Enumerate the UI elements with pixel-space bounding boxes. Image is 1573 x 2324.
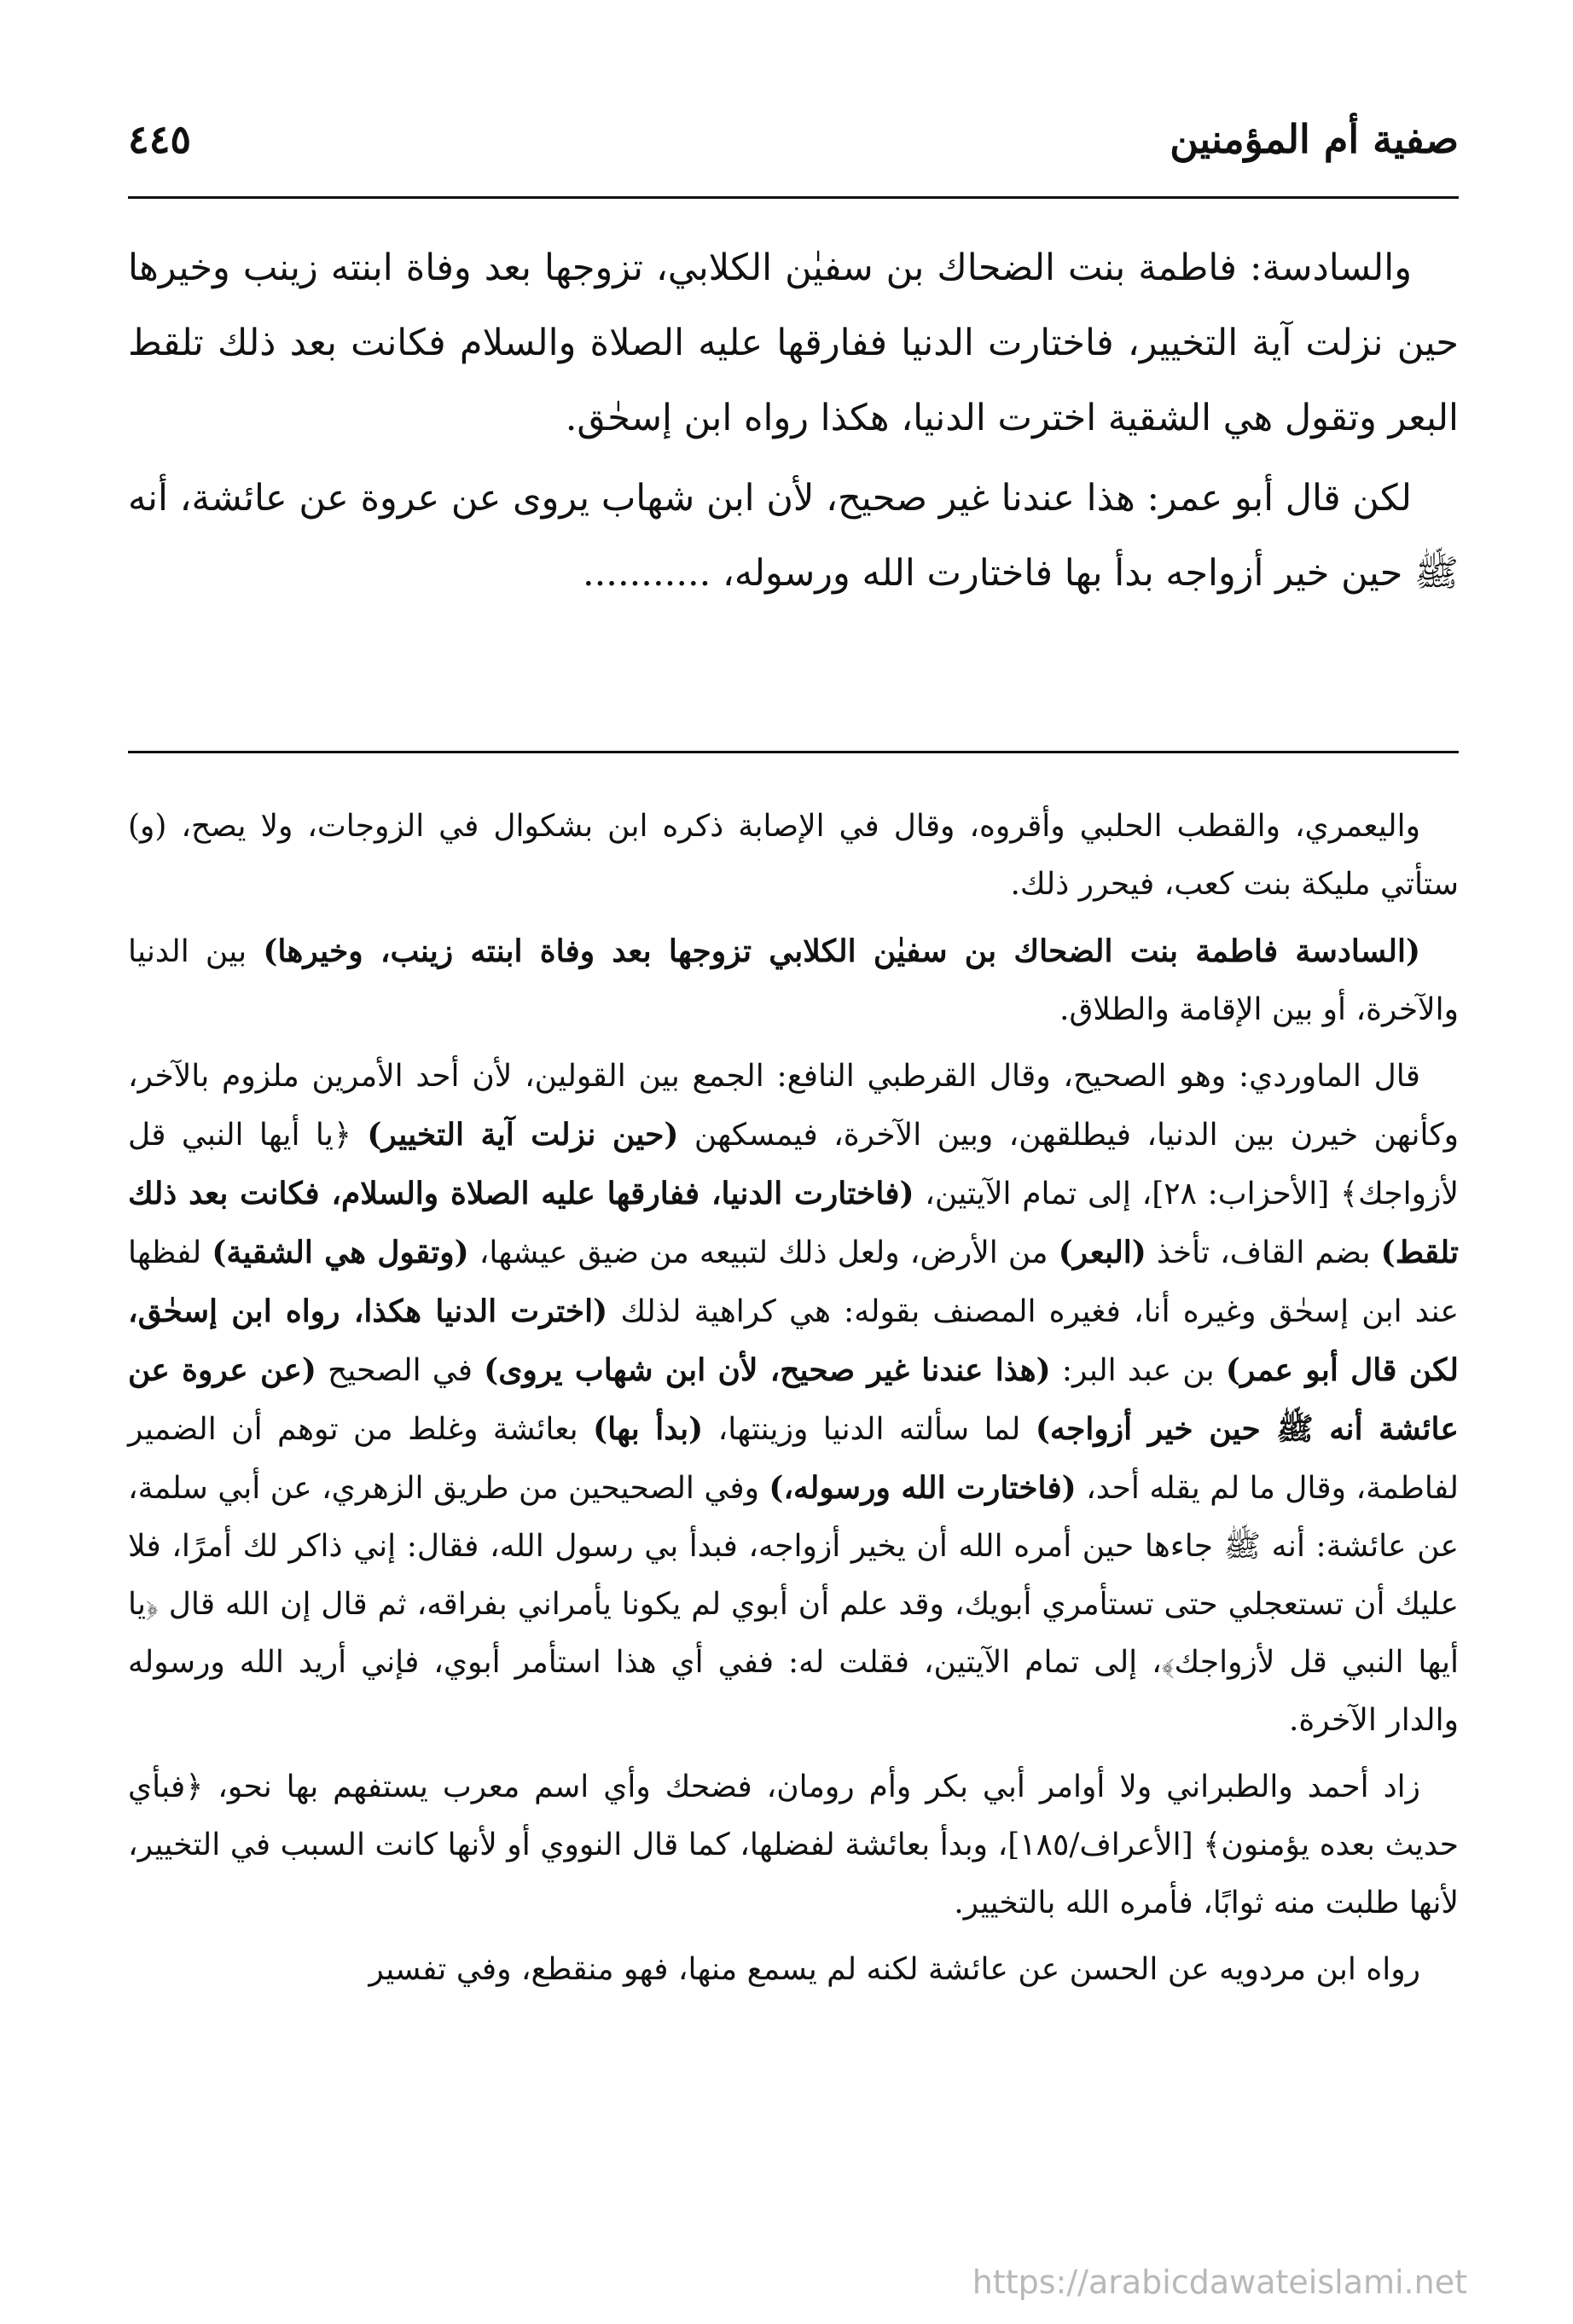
commentary-text-run: بن عبد البر:: [1050, 1353, 1226, 1388]
commentary-text-run: ﴿يا أيها النبي قل لأزواجك﴾ [الأحزاب: ٢٨]، إلى تمام الآيتين،: [128, 1118, 1459, 1211]
commentary-text-run: لفظها عند ابن إسحٰق وغيره أنا، فغيره المصنف بقوله: هي كراهية لذلك: [128, 1235, 1459, 1329]
header-divider: [128, 196, 1459, 199]
commentary-text: [128, 798, 1459, 2007]
commentary-text-run: وفي الصحيحين من طريق الزهري، عن أبي سلمة، عن عائشة: أنه ﷺ جاءها حين أمره الله أن يخير أزواجه، فبدأ بي رسول الله، فقال: إني ذاكر لك أمرًا، فلا عليك أن تستعجلي حتى تستأمري أبويك، وقد علم أن أبوي لم يكونا يأمراني بفراقه، ثم قال إن الله قال ﴿يا أيها النبي قل لأزواجك﴾، إلى تمام الآيتين، فقلت له: ففي أي هذا استأمر أبوي، فإني أريد الله ورسوله والدار الآخرة.: [128, 1471, 1460, 1738]
quoted-matn: (وتقول هي الشقية): [212, 1235, 469, 1270]
commentary-paragraph: [128, 1048, 1459, 1750]
commentary-paragraph: واليعمري، والقطب الحلبي وأقروه، وقال في الإصابة ذكره ابن بشكوال في الزوجات، ولا يصح، (و) ستأتي مليكة بنت كعب، فيحرر ذلك.: [128, 809, 1459, 902]
commentary-paragraph: رواه ابن مردويه عن الحسن عن عائشة لكنه لم يسمع منها، فهو منقطع، وفي تفسير: [369, 1952, 1420, 1987]
commentary-paragraph: [128, 922, 1459, 1039]
commentary-text-run: قال الماوردي: وهو الصحيح، وقال القرطبي النافع: الجمع بين القولين، لأن أحد الأمرين ملزوم بالآخر، وكأنهن خيرن بين الدنيا، فيطلقهن، وبين الآخرة، فيمسكهن: [128, 1059, 1459, 1153]
quoted-matn: (فاختارت الله ورسوله،): [769, 1470, 1077, 1506]
quoted-matn: (بدأ بها): [593, 1411, 704, 1447]
quoted-matn: (عن عروة عن عائشة أنه ﷺ حين خير أزواجه): [128, 1352, 1459, 1447]
commentary-paragraph: زاد أحمد والطبراني ولا أوامر أبي بكر وأم رومان، فضحك وأي اسم معرب يستفهم بها نحو، ﴿فبأي حديث بعده يؤمنون﴾ [الأعراف/١٨٥]، وبدأ بعائشة لفضلها، كما قال النووي أو لأنها كانت السبب في التخيير، لأنها طلبت منه ثوابًا، فأمره الله بالتخيير.: [128, 1769, 1459, 1920]
main-paragraph: لكن قال أبو عمر: هذا عندنا غير صحيح، لأن ابن شهاب يروى عن عروة عن عائشة، أنه ﷺ حين خير أزواجه بدأ بها فاختارت الله ورسوله، ...........: [128, 477, 1459, 595]
commentary-text-run: بعائشة وغلط من توهم أن الضمير لفاطمة، وقال ما لم يقله أحد،: [128, 1412, 1459, 1506]
commentary-text-run: بين الدنيا والآخرة، أو بين الإقامة والطلاق.: [128, 934, 1459, 1027]
quoted-matn: (اخترت الدنيا هكذا، رواه ابن إسحٰق، لكن قال أبو عمر): [128, 1293, 1459, 1388]
quoted-matn: (السادسة فاطمة بنت الضحاك بن سفيٰن الكلابي تزوجها بعد وفاة ابنته زينب، وخيرها): [263, 933, 1420, 969]
commentary-text-run: بضم القاف، تأخذ: [1146, 1235, 1381, 1270]
main-text: [128, 230, 1459, 611]
watermark-url: https://arabicdawateislami.net: [972, 2263, 1467, 2301]
quoted-matn: (فاختارت الدنيا، ففارقها عليه الصلاة والسلام، فكانت بعد ذلك تلقط): [128, 1176, 1460, 1270]
commentary-text-run: لما سألته الدنيا وزينتها،: [703, 1412, 1036, 1447]
quoted-matn: (حين نزلت آية التخيير): [367, 1117, 679, 1153]
commentary-divider: [128, 751, 1459, 753]
running-title: صفية أم المؤمنين: [1170, 116, 1459, 162]
page-header: [128, 102, 1459, 179]
main-paragraph: والسادسة: فاطمة بنت الضحاك بن سفيٰن الكلابي، تزوجها بعد وفاة ابنته زينب وخيرها حين نزلت آية التخيير، فاختارت الدنيا ففارقها عليه الصلاة والسلام فكانت بعد ذلك تلقط البعر وتقول هي الشقية اخترت الدنيا، هكذا رواه ابن إسحٰق.: [128, 247, 1459, 439]
page-number: ٤٤٥: [128, 116, 192, 162]
quoted-matn: (البعر): [1058, 1235, 1146, 1270]
commentary-text-run: في الصحيح: [316, 1353, 485, 1388]
commentary-text-run: من الأرض، ولعل ذلك لتبيعه من ضيق عيشها،: [468, 1235, 1059, 1270]
quoted-matn: (هذا عندنا غير صحيح، لأن ابن شهاب يروى): [484, 1352, 1051, 1388]
